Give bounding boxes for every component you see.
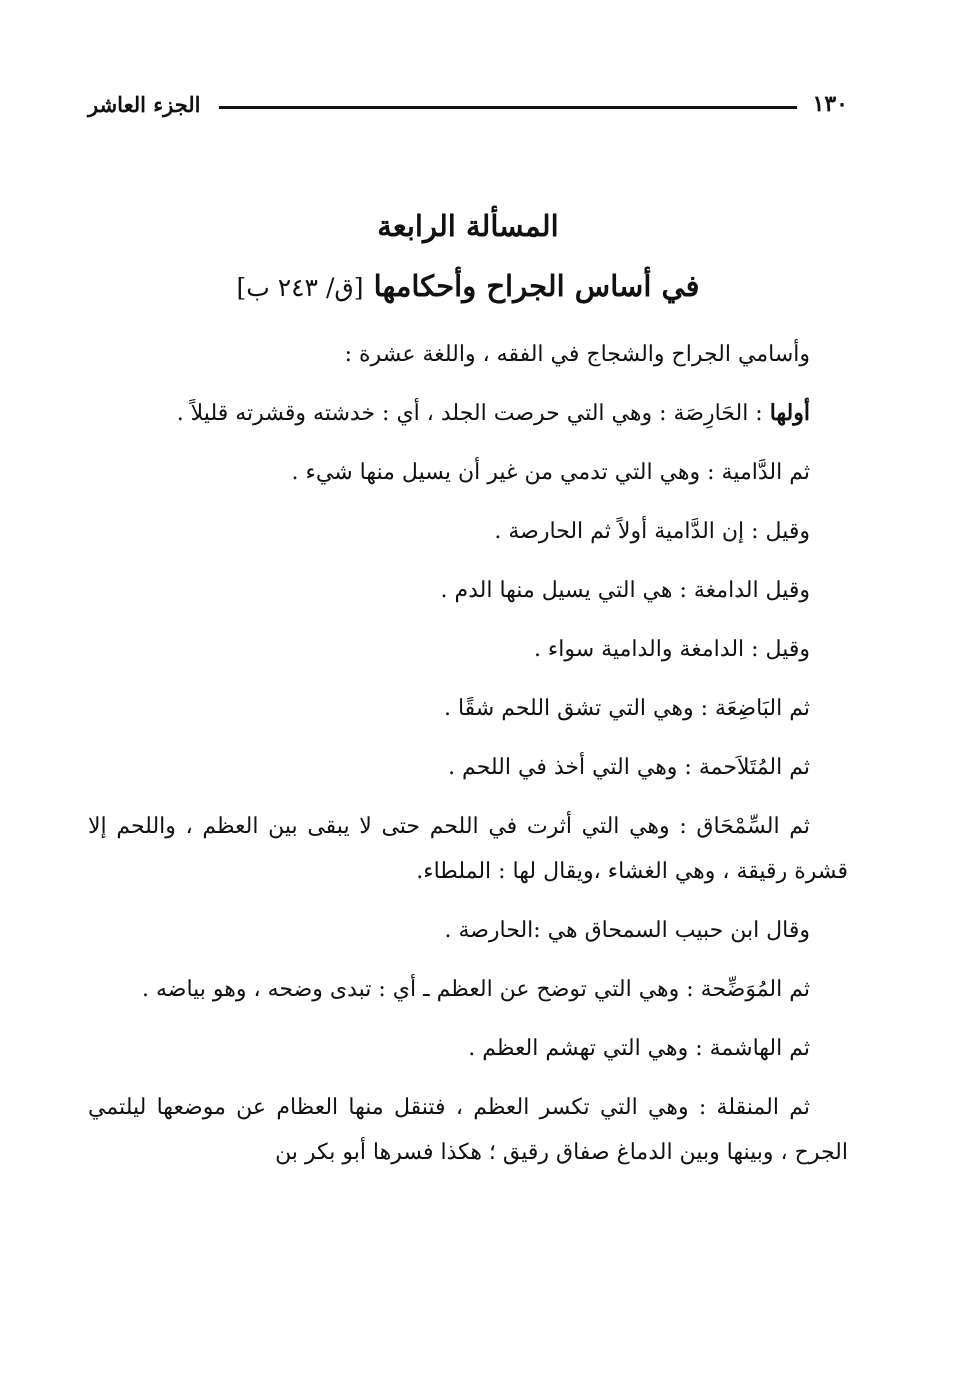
paragraph bbox=[88, 908, 848, 953]
folio-reference: [ق/ ٢٤٣ ب] bbox=[236, 273, 364, 302]
paragraph-lead: أولها bbox=[769, 400, 810, 426]
paragraph bbox=[88, 1026, 848, 1071]
paragraph bbox=[88, 1085, 848, 1175]
chapter-subtitle-text: في أساس الجراح وأحكامها bbox=[373, 269, 700, 303]
body-text bbox=[88, 332, 848, 1189]
paragraph bbox=[88, 686, 848, 731]
paragraph-text: وقيل الدامغة : هي التي يسيل منها الدم . bbox=[440, 578, 810, 603]
paragraph-text: ثم الهاشمة : وهي التي تهشم العظم . bbox=[468, 1036, 810, 1061]
paragraph bbox=[88, 627, 848, 672]
volume-title: الجزء العاشر bbox=[88, 91, 201, 117]
paragraph-text: وقيل : إن الدَّامية أولاً ثم الحارصة . bbox=[494, 519, 810, 544]
paragraph-text: وأسامي الجراح والشجاج في الفقه ، واللغة عشرة : bbox=[344, 342, 810, 367]
chapter-subtitle bbox=[88, 262, 848, 312]
paragraph-text: وقال ابن حبيب السمحاق هي :الحارصة . bbox=[444, 918, 810, 943]
paragraph bbox=[88, 804, 848, 894]
paragraph-text: ثم السِّمْحَاق : وهي التي أثرت في اللحم حتى لا يبقى بين العظم ، واللحم إلا قشرة رقيقة ، وهي الغشاء ،ويقال لها : الملطاء. bbox=[88, 814, 848, 884]
chapter-title: المسألة الرابعة bbox=[377, 209, 559, 243]
paragraph-text: ثم المُوَضِّحة : وهي التي توضح عن العظم ـ أي : تبدى وضحه ، وهو بياضه . bbox=[141, 977, 810, 1002]
paragraph-text: ثم المنقلة : وهي التي تكسر العظم ، فتنقل منها العظام عن موضعها ليلتمي الجرح ، وبينها وبين الدماغ صفاق رقيق ؛ هكذا فسرها أبو بكر بن bbox=[88, 1095, 848, 1165]
paragraph bbox=[88, 967, 848, 1012]
paragraph-text: ثم الدَّامية : وهي التي تدمي من غير أن يسيل منها شيء . bbox=[291, 460, 810, 485]
header-rule bbox=[219, 106, 797, 109]
paragraph bbox=[88, 450, 848, 495]
paragraph-text: : الحَارِصَة : وهي التي حرصت الجلد ، أي : خدشته وقشرته قليلاً . bbox=[176, 401, 770, 426]
paragraph bbox=[88, 509, 848, 554]
running-header bbox=[88, 84, 848, 124]
paragraph bbox=[88, 568, 848, 613]
heading-block bbox=[88, 200, 848, 312]
paragraph-text: ثم البَاضِعَة : وهي التي تشق اللحم شقًا . bbox=[443, 696, 810, 721]
paragraph-text: ثم المُتَلاَحمة : وهي التي أخذ في اللحم . bbox=[448, 755, 810, 780]
paragraph-text: وقيل : الدامغة والدامية سواء . bbox=[533, 637, 810, 662]
paragraph bbox=[88, 391, 848, 436]
page-number: ١٣٠ bbox=[812, 91, 848, 117]
paragraph bbox=[88, 332, 848, 377]
paragraph bbox=[88, 745, 848, 790]
